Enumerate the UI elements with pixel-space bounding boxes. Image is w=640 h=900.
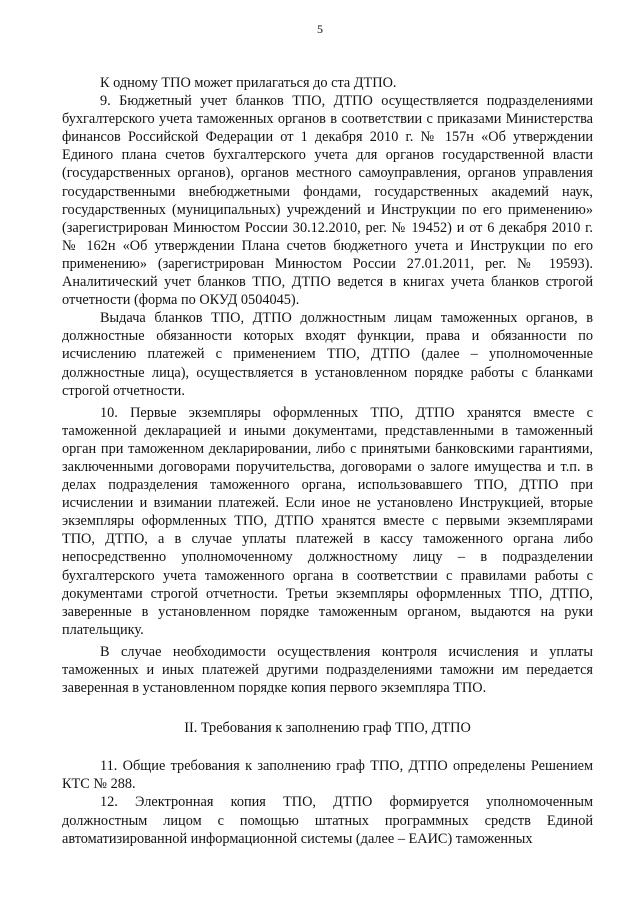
paragraph-9-budget-accounting: 9. Бюджетный учет бланков ТПО, ДТПО осуществляется подразделениями бухгалтерского учета таможенных органов в соответствии с приказами Министерства финансов Российской Федерации от 1 декабря 2010 г. № 157н «Об утверждении Единого плана счетов бухгалтерского учета для органов государственной власти (государственных органов), органов местного самоуправления, органов управления государственными внебюджетными фондами, государственных академий наук, государственных (муниципальных) учреждений и Инструкции по его применению» (зарегистрирован Минюстом России 30.12.2010, рег. № 19452) и от 6 декабря 2010 г. № 162н «Об утверждении Плана счетов бюджетного учета и Инструкции по его применению» (зарегистрирован Минюстом России 27.01.2011, рег. № 19593). Аналитический учет бланков ТПО, ДТПО ведется в книгах учета бланков строгой отчетности (форма по ОКУД 0504045). (62, 93, 593, 309)
paragraph-dtpo-limit: К одному ТПО может прилагаться до ста ДТПО. (100, 75, 397, 91)
paragraph-11-general-requirements: 11. Общие требования к заполнению граф ТПО, ДТПО определены Решением КТС № 288. (62, 758, 593, 793)
paragraph-blank-issuance: Выдача бланков ТПО, ДТПО должностным лицам таможенных органов, в должностные обязанности которых входят функции, права и обязанности по исчислению платежей с применением ТПО, ДТПО (далее – уполномоченные должностные лица), осуществляется в установленном порядке работы с бланками строгой отчетности. (62, 310, 593, 399)
section-heading: II. Требования к заполнению граф ТПО, ДТПО (184, 720, 471, 737)
paragraph-control-copy: В случае необходимости осуществления контроля исчисления и уплаты таможенных и иных платежей другими подразделениями таможни им передается заверенная в установленном порядке копия первого экземпляра ТПО. (62, 643, 593, 697)
page-number: 5 (317, 22, 323, 36)
paragraph-10-storage: 10. Первые экземпляры оформленных ТПО, ДТПО хранятся вместе с таможенной декларацией и иными документами, представленными в таможенный орган при таможенном декларировании, либо с принятыми банковскими гарантиями, заключенными договорами поручительства, договорами о залоге имущества и т.п. в делах подразделения таможенного органа, использовавшего ТПО, ДТПО при исчислении и взимании платежей. Если иное не установлено Инструкцией, вторые экземпляры оформленных ТПО, ДТПО хранятся вместе с первыми экземплярами ТПО, ДТПО, а в случае уплаты платежей в кассу таможенного органа либо непосредственно уполномоченному должностному лицу – в подразделении бухгалтерского учета таможенного органа в соответствии с правилами работы с документами строгой отчетности. Третьи экземпляры оформленных ТПО, ДТПО, заверенные в установленном порядке таможенным органом, выдаются на руки плательщику. (62, 404, 593, 638)
document-body (62, 74, 593, 848)
paragraph-12-electronic-copy: 12. Электронная копия ТПО, ДТПО формируется уполномоченным должностным лицом с помощью штатных программных средств Единой автоматизированной информационной системы (далее – ЕАИС) таможенных (62, 794, 593, 847)
